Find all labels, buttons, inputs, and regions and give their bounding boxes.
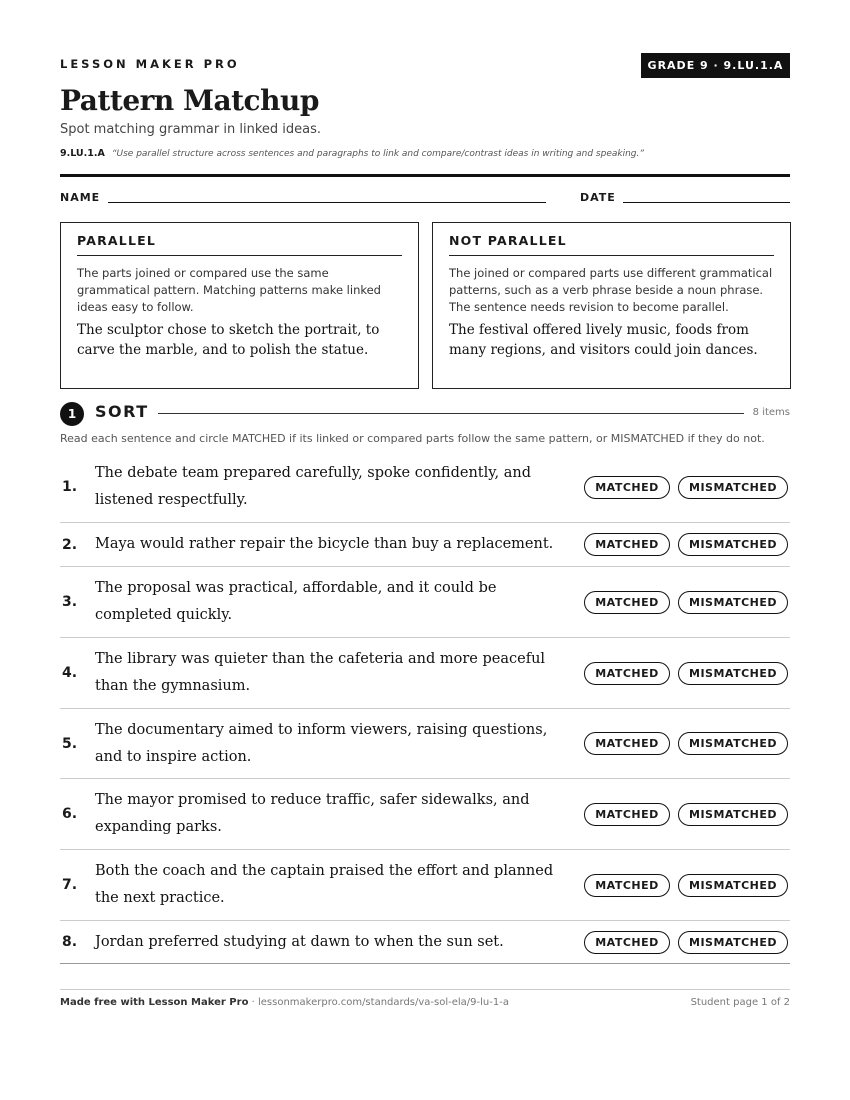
matched-button[interactable]: MATCHED	[584, 874, 670, 897]
header-divider	[60, 174, 790, 177]
footer-page-number: Student page 1 of 2	[690, 997, 790, 1008]
item-sentence: The library was quieter than the cafeteria and more peaceful than the gymnasium.	[95, 651, 546, 694]
name-label: NAME	[60, 191, 101, 204]
brand-name: LESSON MAKER PRO	[60, 57, 240, 71]
section-title: SORT	[95, 402, 149, 421]
parallel-description: The parts joined or compared use the same grammatical pattern. Matching patterns make linked ideas easy to follow.	[77, 266, 381, 314]
item-number: 4.	[62, 665, 78, 681]
matched-button[interactable]: MATCHED	[584, 591, 670, 614]
list-item	[60, 523, 790, 567]
parallel-definition-box	[60, 222, 419, 389]
item-number: 5.	[62, 735, 78, 752]
list-item	[60, 638, 790, 709]
item-sentence: The proposal was practical, affordable, and it could be completed quickly.	[95, 580, 497, 623]
standard-text: “Use parallel structure across sentences and paragraphs to link and compare/contrast ideas in writing and speaking.”	[111, 149, 645, 159]
matched-button[interactable]: MATCHED	[584, 533, 670, 556]
choice-group	[584, 732, 788, 755]
not-parallel-heading: NOT PARALLEL	[449, 233, 774, 256]
item-sentence: The debate team prepared carefully, spoke confidently, and listened respectfully.	[95, 465, 531, 508]
item-sentence: The mayor promised to reduce traffic, safer sidewalks, and expanding parks.	[95, 792, 530, 835]
item-number: 8.	[62, 934, 78, 950]
section-divider	[158, 413, 744, 414]
item-sentence: Maya would rather repair the bicycle than buy a replacement.	[95, 536, 554, 552]
choice-group	[584, 874, 788, 897]
page-title: Pattern Matchup	[60, 84, 319, 117]
mismatched-button[interactable]: MISMATCHED	[678, 931, 788, 954]
section-number-badge: 1	[60, 402, 84, 426]
list-item	[60, 452, 790, 523]
standard-code: 9.LU.1.A	[60, 148, 105, 159]
matched-button[interactable]: MATCHED	[584, 476, 670, 499]
item-count: 8 items	[752, 407, 790, 418]
not-parallel-example: The festival offered lively music, foods from many regions, and visitors could join dances.	[449, 322, 758, 358]
choice-group	[584, 803, 788, 826]
list-item	[60, 921, 790, 964]
standard-line	[60, 148, 644, 159]
mismatched-button[interactable]: MISMATCHED	[678, 591, 788, 614]
grade-badge: GRADE 9 · 9.LU.1.A	[641, 53, 790, 78]
item-number: 3.	[62, 594, 78, 610]
list-item	[60, 709, 790, 779]
section-instructions: Read each sentence and circle MATCHED if its linked or compared parts follow the same pattern, or MISMATCHED if they do not.	[60, 432, 765, 445]
choice-group	[584, 591, 788, 614]
item-number: 2.	[62, 536, 78, 553]
name-field[interactable]	[108, 202, 546, 203]
list-item	[60, 567, 790, 638]
choice-group	[584, 662, 788, 685]
parallel-example: The sculptor chose to sketch the portrait, to carve the marble, and to polish the statue.	[77, 322, 380, 358]
footer-credit	[60, 997, 509, 1008]
choice-group	[584, 931, 788, 954]
choice-group	[584, 533, 788, 556]
item-sentence: The documentary aimed to inform viewers, raising questions, and to inspire action.	[95, 721, 548, 765]
mismatched-button[interactable]: MISMATCHED	[678, 662, 788, 685]
mismatched-button[interactable]: MISMATCHED	[678, 533, 788, 556]
item-number: 7.	[62, 877, 78, 893]
item-sentence: Both the coach and the captain praised the effort and planned the next practice.	[95, 863, 554, 906]
matched-button[interactable]: MATCHED	[584, 803, 670, 826]
item-number: 6.	[62, 806, 78, 822]
sort-item-list	[60, 452, 790, 964]
choice-group	[584, 476, 788, 499]
date-field[interactable]	[623, 202, 790, 203]
footer-divider	[60, 989, 790, 990]
list-item	[60, 850, 790, 921]
date-label: DATE	[580, 191, 616, 204]
mismatched-button[interactable]: MISMATCHED	[678, 874, 788, 897]
matched-button[interactable]: MATCHED	[584, 931, 670, 954]
item-number: 1.	[62, 479, 78, 495]
not-parallel-description: The joined or compared parts use different grammatical patterns, such as a verb phrase beside a noun phrase. The sentence needs revision to become parallel.	[449, 266, 773, 314]
mismatched-button[interactable]: MISMATCHED	[678, 803, 788, 826]
mismatched-button[interactable]: MISMATCHED	[678, 732, 788, 755]
footer-url[interactable]: · lessonmakerpro.com/standards/va-sol-ela/9-lu-1-a	[248, 997, 509, 1008]
mismatched-button[interactable]: MISMATCHED	[678, 476, 788, 499]
page-subtitle: Spot matching grammar in linked ideas.	[60, 122, 321, 137]
matched-button[interactable]: MATCHED	[584, 732, 670, 755]
matched-button[interactable]: MATCHED	[584, 662, 670, 685]
parallel-heading: PARALLEL	[77, 233, 402, 256]
list-item	[60, 779, 790, 850]
footer-made-with: Made free with Lesson Maker Pro	[60, 997, 249, 1008]
item-sentence: Jordan preferred studying at dawn to when the sun set.	[95, 933, 504, 950]
not-parallel-definition-box	[432, 222, 791, 389]
